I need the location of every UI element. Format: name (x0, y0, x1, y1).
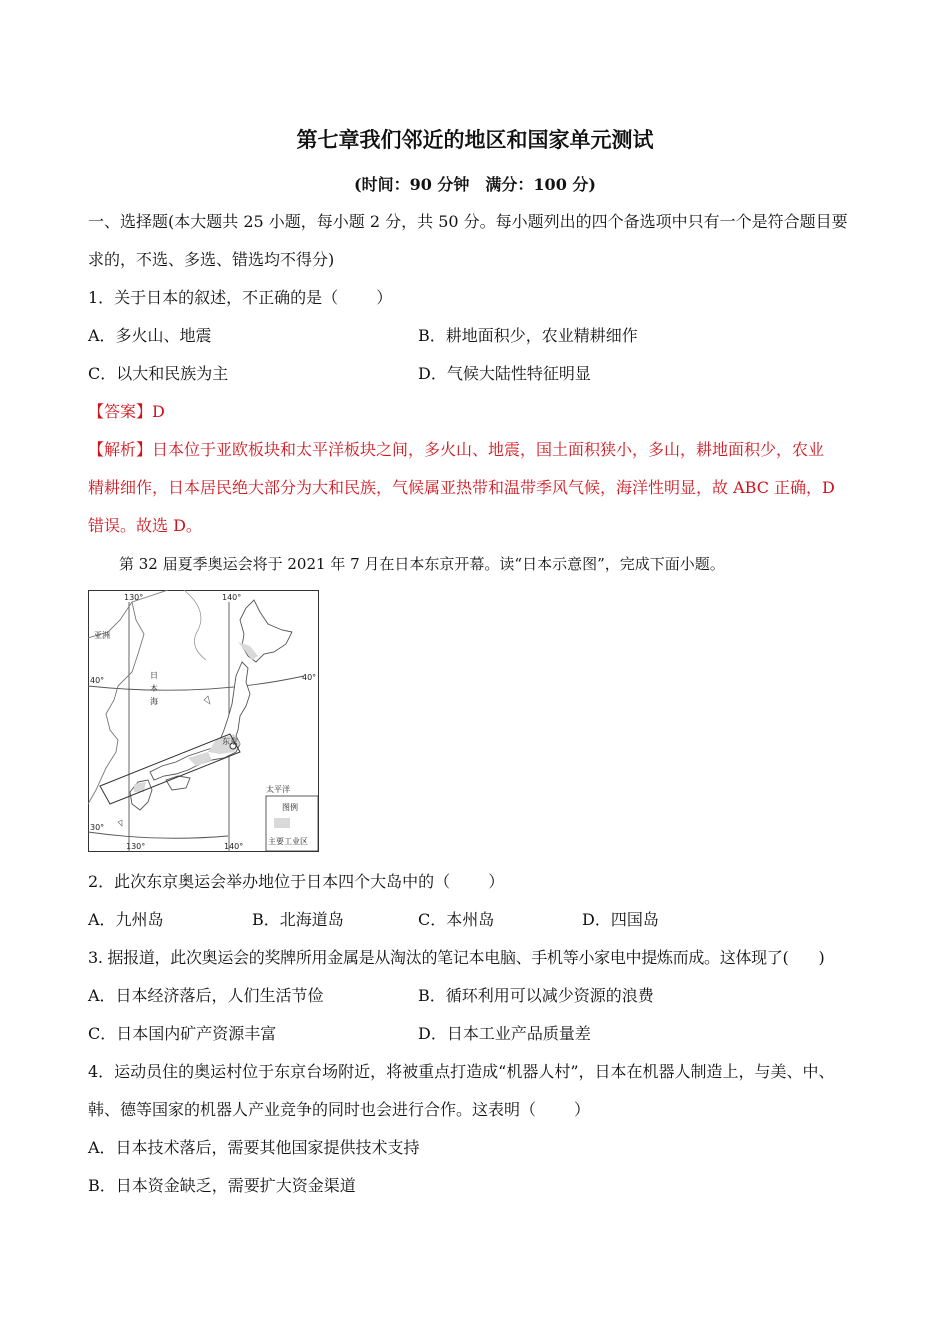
question-3-option-d[interactable]: D．日本工业产品质量差 (418, 1024, 591, 1043)
lon-label-140-bottom: 140° (224, 842, 244, 851)
legend-title: 图例 (282, 803, 298, 812)
question-4-option-b[interactable]: B．日本资金缺乏，需要扩大资金渠道 (88, 1176, 356, 1195)
question-2-option-b[interactable]: B．北海道岛 (252, 910, 344, 929)
question-1-analysis-line1: 【解析】日本位于亚欧板块和太平洋板块之间，多火山、地震，国土面积狭小，多山，耕地面积少，农业 (88, 440, 825, 459)
pacific-label: 太平洋 (266, 785, 290, 794)
question-4-option-a[interactable]: A．日本技术落后，需要其他国家提供技术支持 (88, 1138, 420, 1157)
question-3-option-b[interactable]: B．循环利用可以减少资源的浪费 (418, 986, 654, 1005)
question-3-option-c[interactable]: C．日本国内矿产资源丰富 (88, 1024, 277, 1043)
question-1-option-c[interactable]: C．以大和民族为主 (88, 364, 229, 383)
question-2-option-c[interactable]: C．本州岛 (418, 910, 495, 929)
question-1-analysis-line3: 错误。故选 D。 (88, 516, 202, 535)
legend-item-label: 主要工业区 (268, 837, 308, 846)
question-4-stem-line1: 4．运动员住的奥运村位于东京台场附近，将被重点打造成“机器人村”，日本在机器人制造上，与美、中、 (88, 1062, 835, 1081)
lon-label-140-top: 140° (222, 593, 242, 602)
question-1-option-a[interactable]: A．多火山、地震 (88, 326, 212, 345)
map-intro: 第 32 届夏季奥运会将于 2021 年 7 月在日本东京开幕。读“日本示意图”，完成下面小题。 (119, 555, 725, 573)
japan-map (88, 590, 319, 852)
sea-label-1: 日 (150, 671, 158, 680)
lat-label-40-right: 40° (302, 673, 317, 682)
tokyo-label: 东京 (222, 737, 238, 746)
question-3-option-a[interactable]: A．日本经济落后，人们生活节俭 (88, 986, 324, 1005)
question-2-option-a[interactable]: A．九州岛 (88, 910, 164, 929)
question-1-option-b[interactable]: B．耕地面积少，农业精耕细作 (418, 326, 638, 345)
question-4-stem-line2: 韩、德等国家的机器人产业竞争的同时也会进行合作。这表明（ ） (88, 1100, 591, 1119)
section-instructions-line2: 求的，不选、多选、错选均不得分) (88, 250, 335, 269)
legend-swatch-industrial (274, 818, 290, 828)
asia-label: 亚洲 (94, 631, 110, 640)
lon-label-130-top: 130° (124, 593, 144, 602)
lon-label-130-bottom: 130° (126, 842, 146, 851)
question-1-answer: 【答案】D (88, 402, 165, 421)
question-1-option-d[interactable]: D．气候大陆性特征明显 (418, 364, 591, 383)
question-1-analysis-line2: 精耕细作，日本居民绝大部分为大和民族，气候属亚热带和温带季风气候，海洋性明显，故 ABC 正确，D (88, 478, 835, 497)
exam-info: (时间：90 分钟 满分：100 分) (354, 175, 596, 194)
lat-label-30: 30° (90, 823, 105, 832)
lat-label-40-left: 40° (90, 676, 105, 685)
sea-label-3: 海 (150, 697, 158, 706)
question-2-option-d[interactable]: D．四国岛 (582, 910, 659, 929)
section-instructions-line1: 一、选择题(本大题共 25 小题，每小题 2 分，共 50 分。每小题列出的四个备选项中只有一个是符合题目要 (88, 212, 848, 231)
question-3-stem: 3. 据报道，此次奥运会的奖牌所用金属是从淘汰的笔记本电脑、手机等小家电中提炼而成。这体现了( ) (88, 948, 825, 967)
question-2-stem: 2．此次东京奥运会举办地位于日本四个大岛中的（ ） (88, 872, 505, 891)
sea-label-2: 本 (150, 684, 158, 693)
question-1-stem: 1．关于日本的叙述，不正确的是（ ） (88, 288, 393, 307)
page-title: 第七章我们邻近的地区和国家单元测试 (296, 127, 654, 152)
